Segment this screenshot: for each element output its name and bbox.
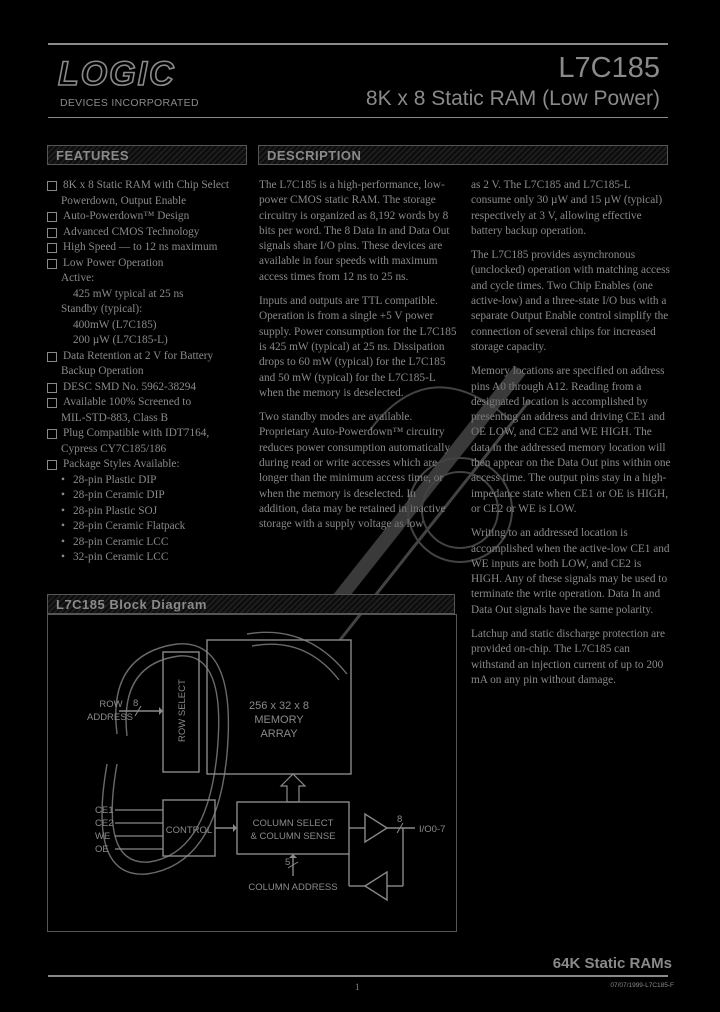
feature-text: High Speed — to 12 ns maximum: [63, 241, 218, 253]
description-paragraph: The L7C185 provides asynchronous (unclocked) operation with matching access and cycle times. Two Chip Enables (one active-low) and a three-state I/O bus with a separate Output Enable control simplify the connection of several chips for increased storage capacity.: [471, 249, 670, 353]
feature-text: Auto-Powerdown™ Design: [63, 210, 190, 222]
row-bus-width: 8: [133, 698, 139, 709]
column-select-label-1: COLUMN SELECT: [252, 818, 334, 829]
feature-item: [47, 225, 257, 241]
column-address-label: COLUMN ADDRESS: [248, 882, 338, 893]
control-label: CONTROL: [165, 825, 213, 836]
memory-array-size: 256 x 32 x 8: [249, 700, 309, 712]
column-bus-width: 5: [285, 857, 291, 868]
feature-detail: Cypress CY7C185/186: [61, 442, 167, 455]
block-diagram: [47, 614, 455, 930]
row-address-label-2: ADDRESS: [87, 712, 133, 723]
feature-item: [47, 395, 257, 411]
checkbox-bullet-icon: [47, 383, 57, 393]
product-subtitle: 8K x 8 Static RAM (Low Power): [365, 87, 660, 110]
package-style-item: • 28-pin Ceramic Flatpack: [47, 519, 257, 535]
control-input-ce2: CE2: [95, 818, 114, 829]
control-input-we: WE: [95, 831, 111, 842]
package-style-item: • 28-pin Plastic SOJ: [47, 504, 257, 520]
io-bus-width: 8: [397, 814, 403, 825]
feature-text: Data Retention at 2 V for Battery: [63, 349, 214, 362]
description-paragraph: Writing to an addressed location is accomplished when the active-low CE1 and WE inputs are both LOW, and CE2 is HIGH. Any of these signals may be used to terminate the write operation. Data In and Data Out signals have the same polarity.: [471, 527, 670, 616]
control-input-ce1: CE1: [95, 805, 114, 816]
feature-text: Package Styles Available:: [63, 458, 180, 470]
column-to-array-arrow: [281, 774, 305, 802]
company-name: DEVICES INCORPORATED: [60, 97, 199, 109]
checkbox-bullet-icon: [47, 352, 57, 362]
checkbox-bullet-icon: [47, 460, 57, 470]
description-paragraph: Memory locations are specified on address pins A0 through A12. Reading from a designated location is accomplished by presenting an address and driving CE1 and OE LOW, and CE2 and WE HIGH. The data in the addressed memory location will then appear on the Data Out pins within one access time. The output pins stay in a high-impedance state when CE1 or OE is HIGH, or CE2 or WE is LOW.: [471, 365, 671, 515]
feature-item: [47, 256, 257, 272]
part-number: L7C185: [558, 52, 660, 84]
feature-text: 8K x 8 Static RAM with Chip Select: [63, 179, 229, 191]
feature-detail: Powerdown, Output Enable: [61, 194, 187, 207]
description-heading: DESCRIPTION: [258, 145, 668, 165]
feature-detail: Standby (typical):: [61, 303, 143, 315]
checkbox-bullet-icon: [47, 243, 57, 253]
feature-detail: 425 mW typical at 25 ns: [73, 287, 184, 300]
feature-item: [47, 178, 257, 194]
block-diagram-heading: L7C185 Block Diagram: [47, 594, 455, 614]
footer-rule: [48, 975, 668, 977]
description-paragraph: as 2 V. The L7C185 and L7C185-L consume only 30 µW and 15 µW (typical) respectively at 3 V, allowing effective battery backup operation.: [471, 179, 663, 237]
checkbox-bullet-icon: [47, 181, 57, 191]
description-paragraph: Latchup and static discharge protection are provided on-chip. The L7C185 can withstand an injection current of up to 200 mA on any pin without damage.: [471, 628, 665, 686]
feature-detail: MIL-STD-883, Class B: [61, 411, 169, 424]
header-rule: [48, 117, 668, 118]
memory-array-label-2: ARRAY: [260, 728, 298, 740]
package-style-item: • 28-pin Ceramic DIP: [47, 488, 257, 504]
top-rule: [48, 43, 668, 45]
checkbox-bullet-icon: [47, 259, 57, 269]
feature-detail: Backup Operation: [61, 365, 144, 377]
description-paragraph: Inputs and outputs are TTL compatible. Operation is from a single +5 V power supply. Power consumption for the L7C185 is 425 mW (typical) at 25 ns. Dissipation drops to 60 mW (typical) for the L7C185 and 50 mW (typical) for the L7C185-L when the memory is deselected.: [259, 295, 457, 399]
company-logo: LOGIC: [58, 55, 176, 93]
feature-text: Available 100% Screened to: [63, 396, 192, 408]
features-list: [47, 178, 257, 566]
io-label: I/O0-7: [419, 824, 446, 835]
checkbox-bullet-icon: [47, 228, 57, 238]
memory-array-label-1: MEMORY: [254, 714, 304, 726]
row-select-label: ROW SELECT: [177, 679, 188, 742]
package-style-item: • 28-pin Ceramic LCC: [47, 535, 257, 551]
feature-detail: 400mW (L7C185): [73, 318, 157, 331]
column-select-label-2: & COLUMN SENSE: [250, 831, 336, 842]
feature-item: [47, 349, 257, 365]
page-number: 1: [355, 982, 360, 992]
section-title: 64K Static RAMs: [552, 955, 672, 972]
feature-item: [47, 457, 257, 473]
feature-text: Advanced CMOS Technology: [63, 225, 200, 238]
feature-item: [47, 380, 257, 396]
checkbox-bullet-icon: [47, 398, 57, 408]
description-paragraph: The L7C185 is a high-performance, low-power CMOS static RAM. The storage circuitry is organized as 8,192 words by 8 bits per word. The 8 Data In and Data Out signals share I/O pins. These devices are available in four speeds with maximum access times from 12 ns to 25 ns.: [259, 179, 450, 283]
document-id: 07/07/1999-L7C185-F: [610, 982, 674, 989]
checkbox-bullet-icon: [47, 212, 57, 222]
feature-detail: Active:: [61, 272, 95, 284]
control-input-oe: OE: [95, 844, 109, 855]
input-buffer: [365, 872, 387, 900]
feature-detail: 200 µW (L7C185-L): [73, 334, 168, 346]
features-heading: FEATURES: [47, 145, 247, 165]
checkbox-bullet-icon: [47, 429, 57, 439]
control-input-lines: [115, 810, 163, 849]
feature-text: DESC SMD No. 5962-38294: [63, 380, 197, 393]
package-style-item: • 28-pin Plastic DIP: [47, 473, 257, 489]
feature-text: Plug Compatible with IDT7164,: [63, 427, 210, 439]
row-address-label-1: ROW: [99, 699, 123, 710]
package-style-item: • 32-pin Ceramic LCC: [47, 550, 257, 566]
feature-item: [47, 426, 257, 442]
feature-text: Low Power Operation: [63, 256, 164, 269]
description-paragraph: Two standby modes are available. Proprietary Auto-Powerdown™ circuitry reduces power consumption automatically during read or write accesses which are longer than the minimum access time, or when the memory is deselected. In addition, data may be retained in inactive storage with a supply voltage as low: [259, 411, 451, 531]
output-buffer: [365, 814, 387, 842]
feature-item: [47, 209, 257, 225]
feature-item: [47, 240, 257, 256]
